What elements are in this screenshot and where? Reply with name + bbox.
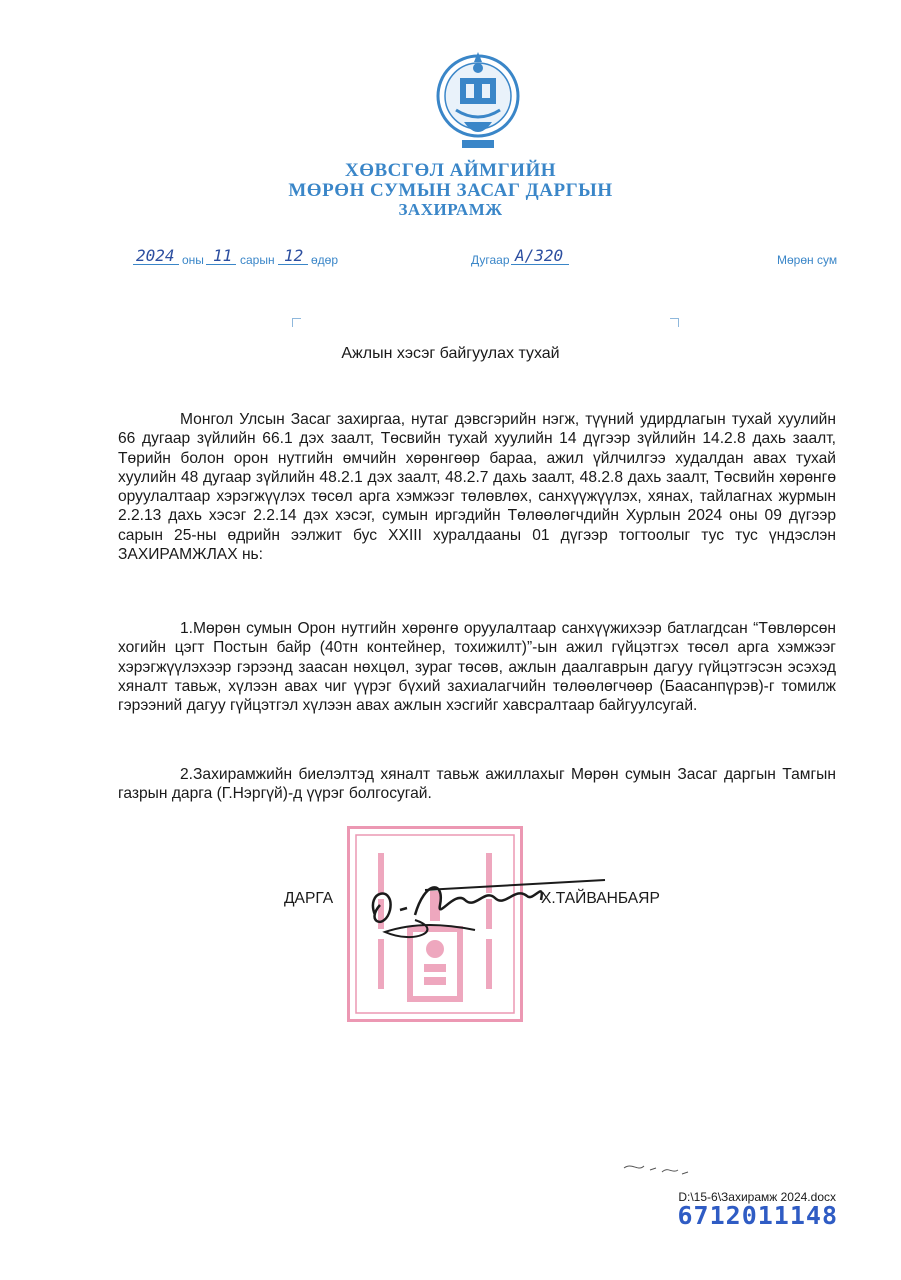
state-emblem-icon [436,44,520,154]
number-label: Дугаар [471,253,510,267]
date-day: 12 [284,246,304,265]
document-number: А/320 [515,246,564,265]
file-path: D:\15-6\Захирамж 2024.docx [678,1190,836,1204]
date-month-suffix: сарын [240,253,275,267]
date-day-suffix: өдөр [311,253,339,267]
document-title: Ажлын хэсэг байгуулах тухай [341,345,560,362]
date-year-suffix: оны [182,253,204,267]
org-name-line2: МӨРӨН СУМЫН ЗАСАГ ДАРГЫН [288,180,613,201]
date-year: 2024 [136,246,175,265]
signatory-name: Х.ТАЙВАНБАЯР [541,890,660,907]
initials-scribble-icon [622,1158,692,1178]
org-name-line1: ХӨВСГӨЛ АЙМГИЙН [344,160,557,181]
preamble-paragraph: Монгол Улсын Засаг захиргаа, нутаг дэвсгэрийн нэгж, түүний удирдлагын тухай хуулийн 66 дугаар зүйлийн 66.1 дэх заалт, Төсвийн тухай хуулийн 14 дүгээр зүйлийн 14.2.8 дахь заалт, Төрийн болон орон нутгийн өмчийн хөрөнгөөр бараа, ажил үйлчилгээ худалдан авах тухай хуулийн 48 дугаар зүйлийн 48.2.1 дэх заалт, 48.2.7 дахь заалт, 48.2.8 дахь заалт, Төсвийн хөрөнгө оруулалтаар хэрэгжүүлэх төсөл арга хэмжээг төлөвлөх, санхүүжүүлэх, хянах, тайлагнах журмын 2.2.13 дахь хэсэг 2.2.14 дэх хэсэг, сумын иргэдийн Төлөөлөгчдийн Хурлын 2024 оны 09 дүгээр сарын 25-ны өдрийн ээлжит бус XXIII хуралдааны 01 дүгээр тогтоолыг тус тус үндэслэн ЗАХИРАМЖЛАХ нь: [118,411,836,564]
document-type: ЗАХИРАМЖ [398,200,503,219]
clause-1-paragraph: 1.Мөрөн сумын Орон нутгийн хөрөнгө оруулалтаар санхүүжихээр батлагдсан “Төвлөрсөн хогийн цэгт Постын байр (40тн контейнер, тохижилт)”-ын ажил гүйцэтгэх төсөл арга хэмжээг хэрэгжүүлэхээр гэрээнд заасан нөхцөл, зураг төсөв, ажлын даалгаврын дагуу гүйцэтгэсэн эсэхэд хяналт тавьж, хүлээн авах чиг үүрэг бүхий захиалагчийн төлөөлөгчөөр (Баасанпүрэв)-г томилж гэрээний дагуу гүйцэтгэл хүлээн авах ажлын хэсгийг хавсралтаар байгуулсугай. [118,620,836,715]
document-id: 6712011148 [677,1201,838,1230]
place-name: Мөрөн сум [777,253,838,267]
signatory-position: ДАРГА [284,890,334,907]
date-month: 11 [213,246,233,265]
clause-2-paragraph: 2.Захирамжийн биелэлтэд хяналт тавьж ажиллахыг Мөрөн сумын Засаг даргын Тамгын газрын дарга (Г.Нэргүй)-д үүрэг болгосугай. [118,766,836,803]
